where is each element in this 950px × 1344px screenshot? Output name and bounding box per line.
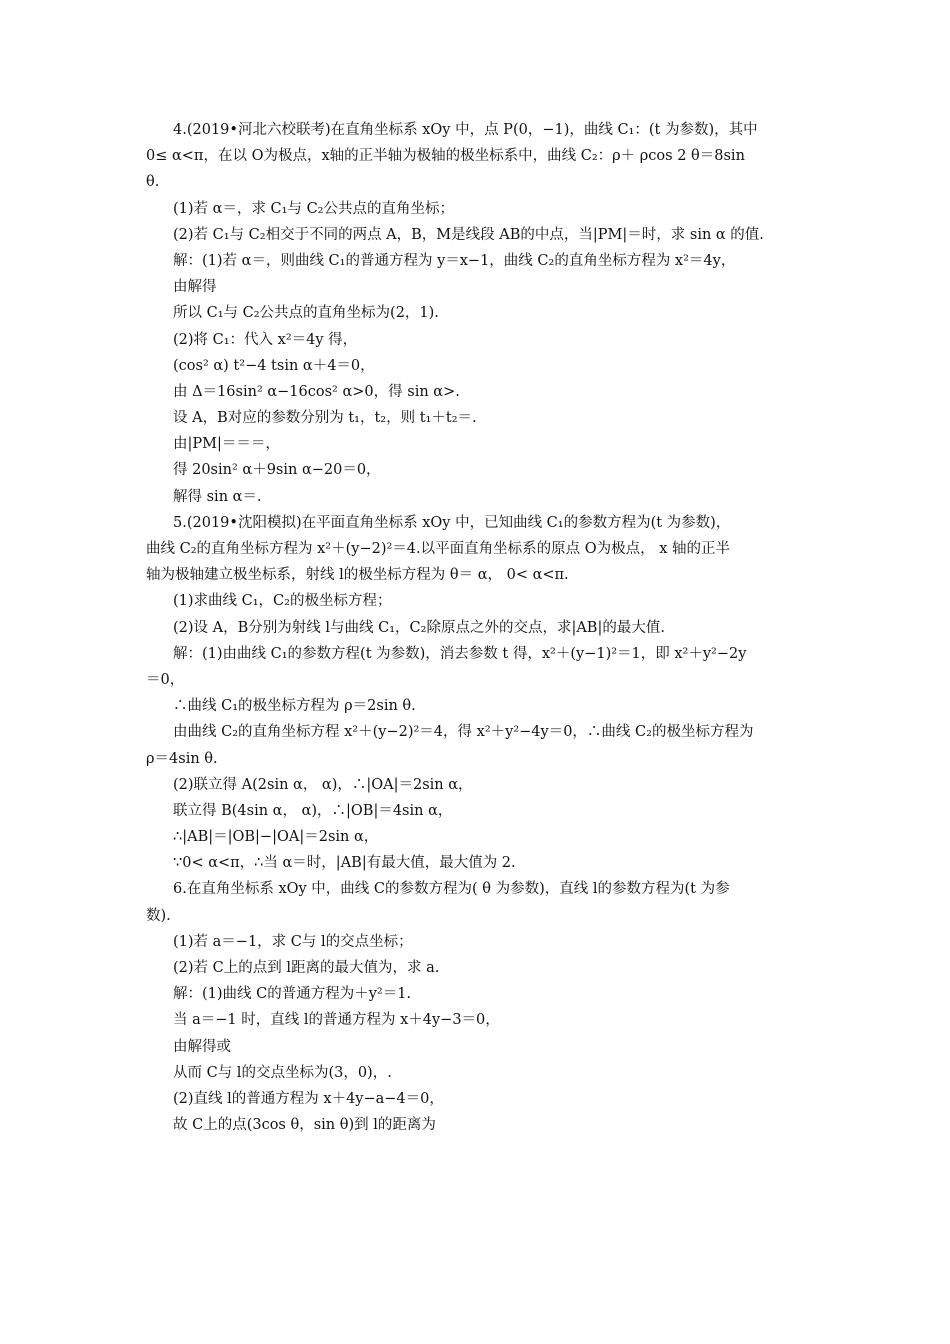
text-line: 解：(1)由曲线 C₁的参数方程(t 为参数)，消去参数 t 得，x²＋(y−1)²＝1，即 x²＋y²−2y — [173, 645, 747, 662]
text-line: (1)若 α＝，求 C₁与 C₂公共点的直角坐标； — [173, 200, 454, 217]
text-line: 0≤ α<π，在以 O为极点，x轴的正半轴为极轴的极坐标系中，曲线 C₂：ρ＋ ρcos 2 θ＝8sin — [146, 148, 745, 165]
text-line: 解：(1)若 α＝，则曲线 C₁的普通方程为 y＝x−1，曲线 C₂的直角坐标方程为 x²＝4y， — [173, 252, 736, 269]
text-line: (2)设 A，B分别为射线 l与曲线 C₁，C₂除原点之外的交点，求|AB|的最大值. — [173, 619, 665, 636]
text-line: 轴为极轴建立极坐标系，射线 l的极坐标方程为 θ＝ α， 0< α<π. — [146, 567, 569, 584]
text-line: 解：(1)曲线 C的普通方程为＋y²＝1. — [173, 986, 412, 1003]
text-line: 联立得 B(4sin α， α)，∴|OB|＝4sin α， — [173, 802, 453, 819]
document-body — [146, 117, 816, 1138]
text-line: 解得 sin α＝. — [173, 488, 262, 505]
text-line: ∴|AB|＝|OB|−|OA|＝2sin α， — [173, 829, 379, 846]
text-line: (2)直线 l的普通方程为 x＋4y−a−4＝0， — [173, 1090, 444, 1107]
text-line: (1)若 a＝−1，求 C与 l的交点坐标； — [173, 933, 413, 950]
text-line: 曲线 C₂的直角坐标方程为 x²＋(y−2)²＝4.以平面直角坐标系的原点 O为极点， x 轴的正半 — [146, 541, 731, 557]
text-line: 由|PM|＝＝＝， — [173, 436, 280, 453]
text-line: 从而 C与 l的交点坐标为(3，0)，. — [173, 1064, 392, 1081]
text-line: ＝0， — [146, 671, 185, 688]
text-line: ρ＝4sin θ. — [146, 750, 218, 767]
text-line: (2)联立得 A(2sin α， α)，∴|OA|＝2sin α， — [173, 776, 473, 793]
text-line: 数). — [146, 907, 171, 924]
text-line: 得 20sin² α＋9sin α−20＝0， — [173, 462, 381, 479]
text-line: 由 Δ＝16sin² α−16cos² α>0，得 sin α>. — [173, 383, 460, 400]
text-line: 由解得 — [173, 279, 217, 296]
text-line: 故 C上的点(3cos θ，sin θ)到 l的距离为 — [173, 1117, 436, 1134]
text-line: 6.在直角坐标系 xOy 中，曲线 C的参数方程为( θ 为参数)，直线 l的参数方程为(t 为参 — [173, 881, 730, 898]
text-line: (2)若 C上的点到 l距离的最大值为，求 a. — [173, 960, 440, 976]
text-line: 4.(2019•河北六校联考)在直角坐标系 xOy 中，点 P(0，−1)，曲线 C₁：(t 为参数)，其中 — [173, 122, 758, 138]
text-line: ∵0< α<π，∴当 α＝时，|AB|有最大值，最大值为 2. — [173, 855, 516, 872]
text-line: (2)若 C₁与 C₂相交于不同的两点 A，B，M是线段 AB的中点，当|PM|＝时，求 sin α 的值. — [173, 226, 764, 243]
text-line: 由曲线 C₂的直角坐标方程 x²＋(y−2)²＝4，得 x²＋y²−4y＝0，∴曲线 C₂的极坐标方程为 — [173, 724, 754, 741]
text-line: ∴曲线 C₁的极坐标方程为 ρ＝2sin θ. — [173, 698, 416, 715]
text-line: 设 A，B对应的参数分别为 t₁，t₂，则 t₁＋t₂＝. — [173, 410, 477, 427]
text-line: (cos² α) t²−4 tsin α＋4＝0， — [173, 357, 375, 374]
text-line: 所以 C₁与 C₂公共点的直角坐标为(2，1). — [173, 305, 439, 322]
text-line: 5.(2019•沈阳模拟)在平面直角坐标系 xOy 中，已知曲线 C₁的参数方程为(t 为参数)， — [173, 514, 731, 531]
text-line: 当 a＝−1 时，直线 l的普通方程为 x＋4y−3＝0， — [173, 1012, 500, 1029]
text-line: (2)将 C₁：代入 x²＝4y 得， — [173, 331, 358, 348]
text-line: θ. — [146, 174, 160, 191]
text-line: (1)求曲线 C₁，C₂的极坐标方程； — [173, 593, 392, 610]
text-line: 由解得或 — [173, 1038, 231, 1055]
